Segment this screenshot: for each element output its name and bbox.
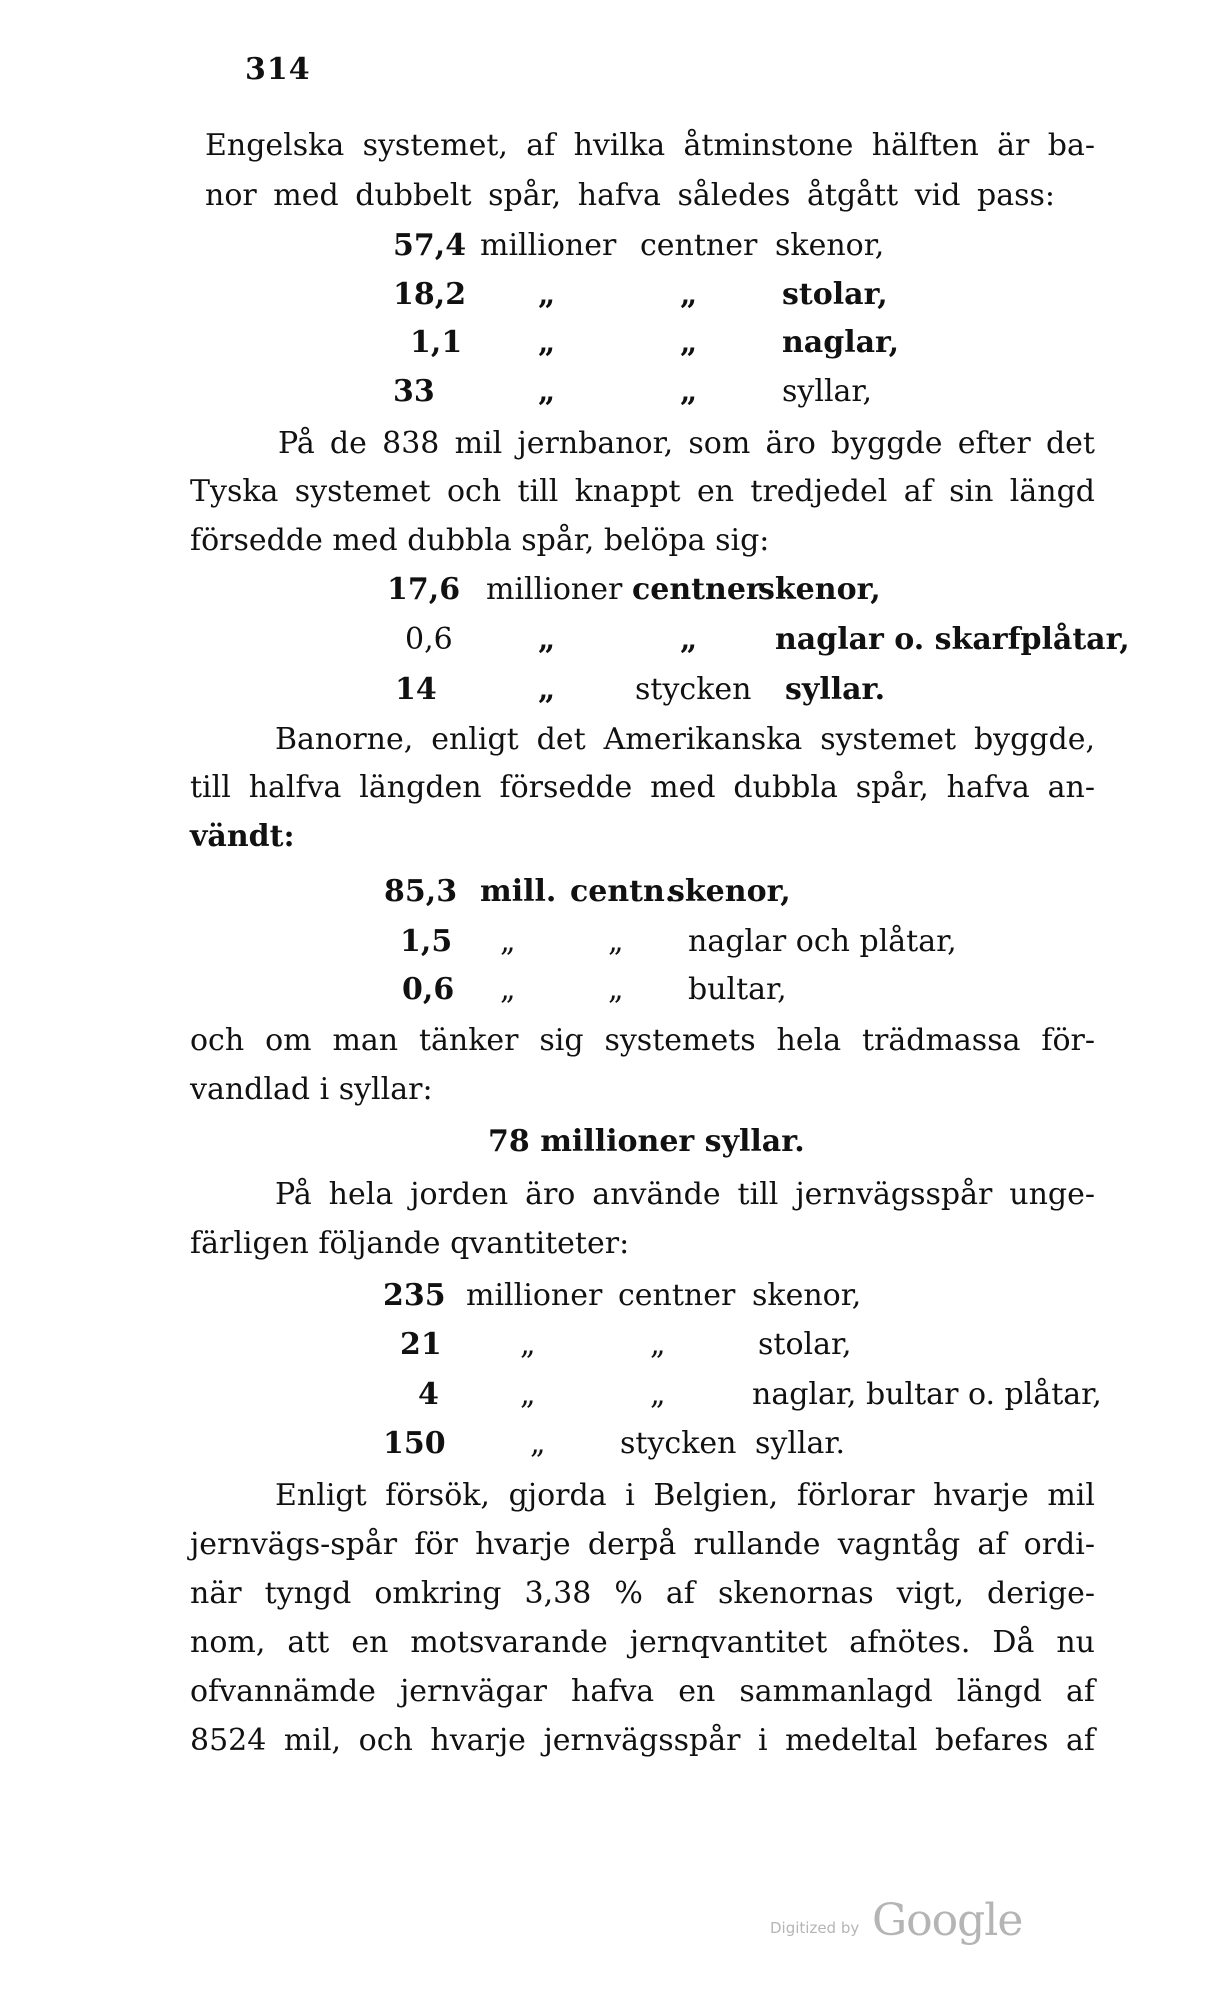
text-line: nom, att en motsvarande jernqvantitet afnötes. Då nu (190, 1625, 1095, 1660)
table-cell-measure: centn. (570, 874, 676, 909)
table-cell-item: bultar, (688, 972, 787, 1007)
table-cell-item: skenor, (752, 1278, 862, 1313)
text-line: Enligt försök, gjorda i Belgien, förlorar hvarje mil (275, 1478, 1095, 1513)
table-cell-unit: „ (538, 374, 556, 409)
text-line: Engelska systemet, af hvilka åtminstone hälften är ba- (205, 128, 1095, 163)
table-cell-unit: millioner (480, 228, 617, 263)
text-line: vändt: (190, 819, 295, 854)
table-cell-item: syllar, (782, 374, 872, 409)
table-cell-number: 0,6 (402, 972, 455, 1007)
table-cell-unit: „ (538, 672, 556, 707)
table-cell-number: 14 (395, 672, 437, 707)
table-cell-measure: „ (680, 277, 698, 312)
table-cell-item: syllar. (785, 672, 886, 707)
table-cell-number: 57,4 (393, 228, 467, 263)
text-line: försedde med dubbla spår, belöpa sig: (190, 523, 770, 558)
table-cell-item: naglar, bultar o. plåtar, (752, 1377, 1102, 1412)
text-line: till halfva längden försedde med dubbla spår, hafva an- (190, 770, 1095, 805)
text-line: På hela jorden äro använde till jernvägsspår unge- (275, 1177, 1095, 1212)
table-cell-number: 18,2 (393, 277, 467, 312)
watermark-prefix: Digitized by (770, 1919, 860, 1937)
table-cell-item: skenor, (758, 572, 881, 607)
table-cell-item: stolar, (758, 1327, 852, 1362)
table-cell-measure: „ (608, 924, 624, 959)
table-cell-item: stolar, (782, 277, 888, 312)
text-line: Tyska systemet och till knappt en tredjedel af sin längd (190, 474, 1095, 509)
table-cell-item: naglar o. skarfplåtar, (775, 622, 1130, 657)
table-cell-unit: „ (530, 1426, 546, 1461)
table-cell-number: 4 (418, 1377, 439, 1412)
table-cell-unit: „ (520, 1377, 536, 1412)
table-cell-number: 1,5 (400, 924, 453, 959)
table-cell-measure: centner (618, 1278, 736, 1313)
text-line: jernvägs-spår för hvarje derpå rullande vagntåg af ordi- (190, 1527, 1095, 1562)
table-cell-measure: „ (680, 325, 698, 360)
google-logo: Google (872, 1895, 1023, 1946)
table-cell-unit: mill. (480, 874, 557, 909)
table-cell-measure: stycken (635, 672, 752, 707)
table-cell-measure: „ (608, 972, 624, 1007)
text-line: Banorne, enligt det Amerikanska systemet byggde, (275, 722, 1095, 757)
table-cell-item: skenor, (775, 228, 885, 263)
table-cell-measure: „ (680, 622, 698, 657)
table-cell-measure: „ (680, 374, 698, 409)
text-line: vandlad i syllar: (190, 1072, 433, 1107)
table-cell-measure: „ (650, 1377, 666, 1412)
table-cell-unit: „ (538, 622, 556, 657)
table-cell-number: 0,6 (405, 622, 453, 657)
text-line: när tyngd omkring 3,38 % af skenornas vigt, derige- (190, 1576, 1095, 1611)
text-line: nor med dubbelt spår, hafva således åtgått vid pass: (205, 178, 1055, 213)
table-cell-measure: centner (640, 228, 758, 263)
table-cell-measure: „ (650, 1327, 666, 1362)
table-cell-number: 33 (393, 374, 435, 409)
text-line: ofvannämde jernvägar hafva en sammanlagd längd af (190, 1674, 1095, 1709)
table-cell-number: 17,6 (387, 572, 461, 607)
table-cell-unit: „ (500, 972, 516, 1007)
text-line: och om man tänker sig systemets hela trädmassa för- (190, 1023, 1095, 1058)
table-cell-unit: „ (500, 924, 516, 959)
table-cell-unit: „ (520, 1327, 536, 1362)
table-cell-number: 235 (383, 1278, 446, 1313)
text-line: 78 millioner syllar. (488, 1124, 805, 1159)
text-line: färligen följande qvantiteter: (190, 1226, 630, 1261)
table-cell-unit: millioner (486, 572, 623, 607)
table-cell-number: 21 (400, 1327, 442, 1362)
table-cell-item: naglar, (782, 325, 900, 360)
table-cell-unit: „ (538, 325, 556, 360)
table-cell-unit: „ (538, 277, 556, 312)
table-cell-number: 85,3 (384, 874, 458, 909)
table-cell-number: 1,1 (410, 325, 463, 360)
table-cell-unit: millioner (466, 1278, 603, 1313)
text-line: På de 838 mil jernbanor, som äro byggde efter det (278, 426, 1095, 461)
table-cell-item: naglar och plåtar, (688, 924, 957, 959)
table-cell-measure: stycken (620, 1426, 737, 1461)
table-cell-item: skenor, (668, 874, 791, 909)
table-cell-measure: centner (632, 572, 762, 607)
page-number: 314 (245, 52, 311, 87)
table-cell-number: 150 (383, 1426, 446, 1461)
table-cell-item: syllar. (755, 1426, 845, 1461)
text-line: 8524 mil, och hvarje jernvägsspår i medeltal befares af (190, 1723, 1095, 1758)
